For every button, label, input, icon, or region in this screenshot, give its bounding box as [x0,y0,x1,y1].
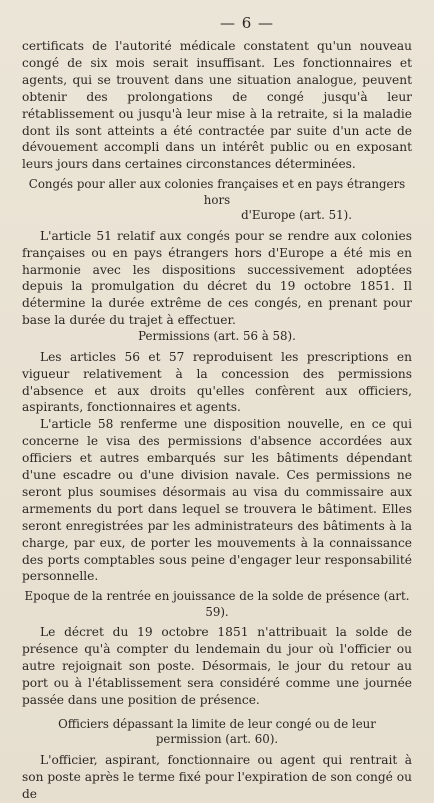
paragraph-5: Le décret du 19 octobre 1851 n'attribuait la solde de présence qu'à compter du lendemain du jour où l'officier ou autre rejoignait son poste. Désormais, le jour du retour au port ou à l'établissement sera considéré comme une journée passée dans une position de présence. [22,625,412,707]
heading-colonies [22,177,412,224]
page-number: — 6 — [219,14,275,32]
heading-officiers-line1: Officiers dépassant la limite de leur congé ou de leur [58,716,376,731]
paragraph-2: L'article 51 relatif aux congés pour se rendre aux colonies françaises ou en pays étrangers hors d'Europe a été mis en harmonie avec les dispositions successivement adoptées depuis la promulgation du décret du 19 octobre 1851. Il détermine la durée extrême de ces congés, en prenant pour base la durée du trajet à effectuer. [22,228,412,328]
heading-colonies-line2: d'Europe (art. 51). [241,208,352,223]
heading-officiers [22,717,412,748]
paragraph-4: L'article 58 renferme une disposition nouvelle, en ce qui concerne le visa des permissions d'absence accordées aux officiers et autres embarqués sur les bâtiments dépendant d'une escadre ou d'une division navale. Ces permissions ne seront plus soumises désormais au visa du commissaire aux armements du port dans lequel se trouvera le bâtiment. Elles seront enregistrées par les administrateurs des bâtiments à la charge, par eux, de porter les mouvements à la connaissance des ports comptables sous peine d'engager leur responsabilité personnelle. [22,417,412,584]
heading-colonies-line1: Congés pour aller aux colonies françaises et en pays étrangers hors [28,177,406,207]
heading-officiers-line2: permission (art. 60). [155,732,279,747]
heading-permissions: Permissions (art. 56 à 58). [138,329,296,344]
paragraph-6: L'officier, aspirant, fonctionnaire ou agent qui rentrait à son poste après le terme fixé pour l'expiration de son congé ou de [22,752,412,801]
paragraph-1: certificats de l'autorité médicale constatent qu'un nouveau congé de six mois serait insuffisant. Les fonctionnaires et agents, qui se trouvent dans une situation analogue, peuvent obtenir des prolongations de congé jusqu'à leur rétablissement ou jusqu'à leur mise à la retraite, si la maladie dont ils sont atteints a été contractée par suite d'un acte de dévouement accompli dans un intérêt public ou en exposant leurs jours dans certaines circonstances déterminées. [22,39,412,172]
heading-rentree: Epoque de la rentrée en jouissance de la solde de présence (art. 59). [24,589,410,619]
paragraph-3: Les articles 56 et 57 reproduisent les prescriptions en vigueur relativement à la concession des permissions d'absence et aux droits qu'elles confèrent aux officiers, aspirants, fonctionnaires et agents. [22,349,412,415]
